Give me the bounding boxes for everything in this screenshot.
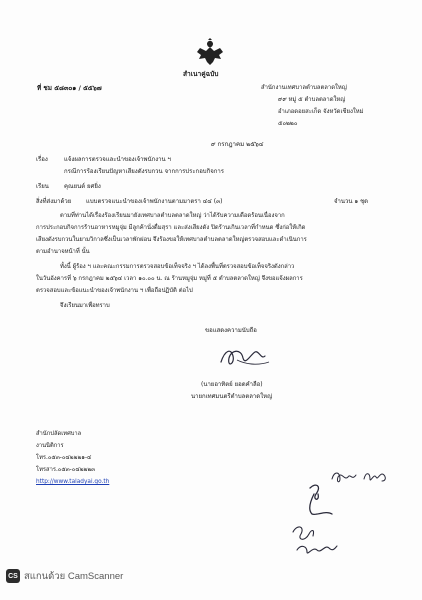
paragraph2-line1: ทั้งนี้ ผู้ร้อง ฯ และคณะกรรมการตรวจสอบข้อเท็จจริง ฯ ได้ลงพื้นที่ตรวจสอบข้อเท็จจริงดังกล่าว	[60, 264, 295, 270]
footer-unit: งานนิติการ	[36, 443, 64, 449]
footer-tel: โทร.๐๕๓-๐๔๒๒๒๑-๔	[36, 455, 92, 461]
footer-website-link[interactable]: http://www.taladyai.go.th	[36, 479, 110, 485]
regards-text: ขอแสดงความนับถือ	[205, 327, 257, 334]
copy-label: สำเนาคู่ฉบับ	[183, 70, 219, 78]
paragraph1-line1: ตามที่ท่านได้เรื่องร้องเรียนมายังเทศบาลตำบลตลาดใหญ่ ว่าได้รับความเดือดร้อนเนื่องจาก	[60, 213, 285, 219]
sender-address-line1: สำนักงานเทศบาลตำบลตลาดใหญ่	[261, 85, 347, 91]
recipient-name: คุณยนต์ ยศยิ่ง	[64, 183, 101, 190]
camscanner-watermark	[0, 566, 422, 586]
closing-text: จึงเรียนมาเพื่อทราบ	[60, 303, 110, 309]
footer-office: สำนักปลัดเทศบาล	[36, 431, 82, 437]
sender-address-line4: ๕๐๒๒๐	[278, 121, 298, 127]
attachment-count: จำนวน ๑ ชุด	[334, 198, 369, 205]
paragraph1-line3: เสียงดังรบกวนในยามวิกาลซึ่งเป็นเวลาพักผ่อน จึงร้องขอให้เทศบาลตำบลตลาดใหญ่ตรวจสอบและดำเนินการ	[36, 237, 307, 243]
paragraph2-line2: ในวันอังคารที่ ๖ กรกฎาคม ๒๕๖๔ เวลา ๑๐.๐๐ น. ณ ร้านหมูจุ่ม หมู่ที่ ๕ ตำบลตลาดใหญ่ จึงขอแจ้งผลการ	[36, 276, 303, 282]
camscanner-logo-icon: CS	[6, 569, 20, 583]
reference-number: ที่ ชม ๕๘๓๐๑ / ๕๕๖๗	[37, 84, 102, 92]
subject-label: เรื่อง	[36, 156, 48, 163]
attachment-text: แบบตรวจแนะนำของเจ้าพนักงานตามมาตรา ๔๔ (๓)	[86, 198, 223, 205]
signer-position: นายกเทศมนตรีตำบลตลาดใหญ่	[191, 393, 273, 400]
paragraph1-line2: การประกอบกิจการร้านอาหารหมูจุ่ม มีลูกค้านั่งดื่มสุรา และส่งเสียงดัง ปิดร้านเกินเวลาที่กำหนด ซึ่งก่อให้เกิด	[36, 225, 306, 231]
attachment-label: สิ่งที่ส่งมาด้วย	[36, 198, 72, 205]
subject-line2: กรณีการร้องเรียนปัญหาเสียงดังรบกวน จากการประกอบกิจการ	[64, 168, 224, 175]
garuda-emblem-icon	[196, 38, 224, 67]
handwritten-signature-bottom	[287, 518, 343, 560]
paragraph1-line4: ตามอำนาจหน้าที่ นั้น	[36, 249, 90, 255]
sender-address-line3: อำเภอดอยสะเก็ด จังหวัดเชียงใหม่	[278, 109, 364, 115]
footer-fax: โทรสาร.๐๕๓-๐๔๒๒๒๓	[36, 467, 96, 473]
paragraph2-line3: ตรวจสอบและข้อแนะนำของเจ้าพนักงาน ฯ เพื่อถือปฏิบัติ ต่อไป	[36, 288, 193, 294]
signer-name: (นายอาทิตย์ ยอดคำลือ)	[201, 381, 263, 388]
recipient-label: เรียน	[36, 183, 49, 190]
subject-line1: แจ้งผลการตรวจและนำของเจ้าพนักงาน ฯ	[64, 156, 171, 163]
letter-date: ๙ กรกฎาคม ๒๕๖๔	[211, 141, 264, 148]
mayor-signature	[215, 340, 275, 372]
sender-address-line2: ๙๙ หมู่ ๕ ตำบลตลาดใหญ่	[278, 97, 346, 103]
camscanner-label: สแกนด้วย CamScanner	[24, 570, 124, 582]
handwritten-initial-mark	[300, 480, 340, 520]
